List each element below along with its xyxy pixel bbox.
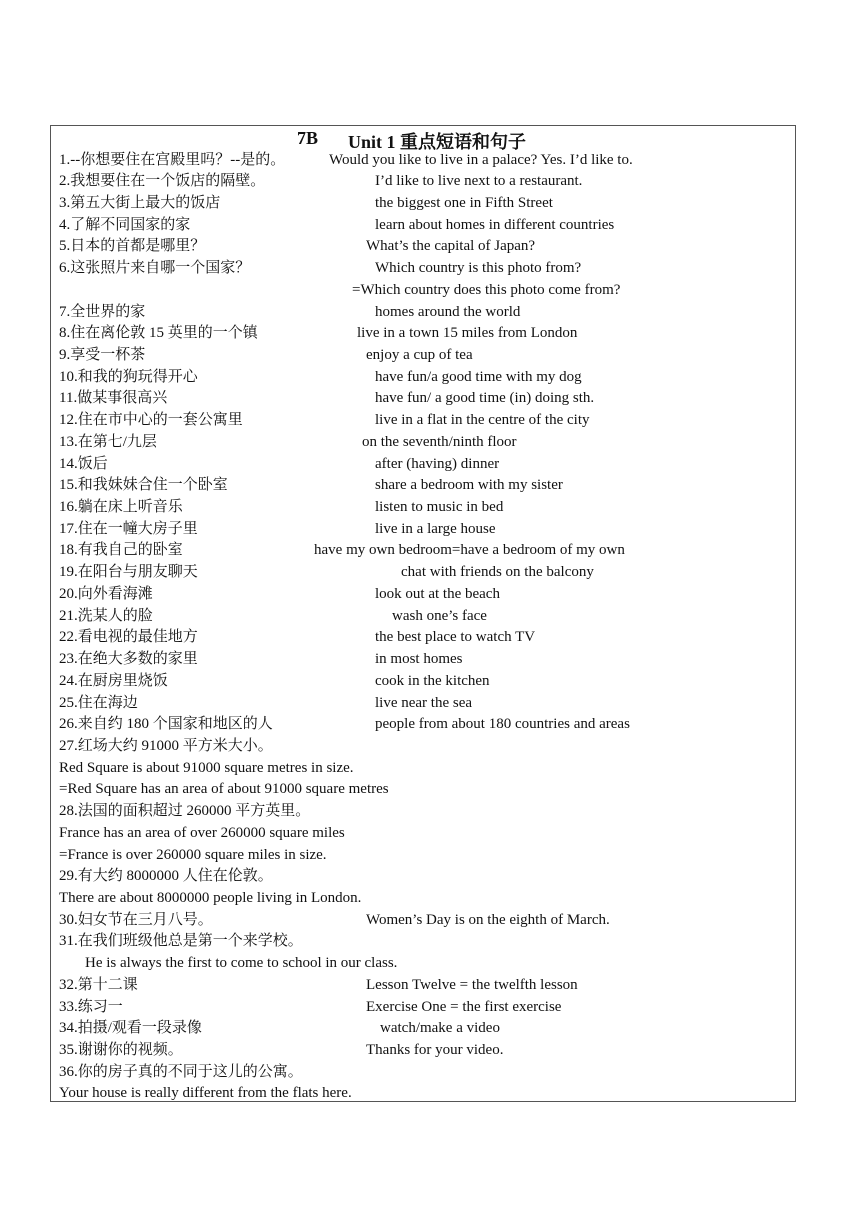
line-text-left: =France is over 260000 square miles in size. <box>59 846 327 863</box>
line-text-left: 20.向外看海滩 <box>59 585 153 602</box>
line-text-right: after (having) dinner <box>375 455 500 472</box>
line-text-right: live in a town 15 miles from London <box>357 325 578 342</box>
line-text-left: 10.和我的狗玩得开心 <box>59 368 198 385</box>
line-text-right: Women’s Day is on the eighth of March. <box>366 911 610 928</box>
phrase-line <box>51 345 795 367</box>
line-text-left: France has an area of over 260000 square miles <box>59 824 345 841</box>
title-code: 7B <box>297 128 319 148</box>
line-text-left: 12.住在市中心的一套公寓里 <box>59 412 243 429</box>
line-text-left: 14.饭后 <box>59 455 108 472</box>
line-text-right: share a bedroom with my sister <box>375 477 563 494</box>
line-text-left: 32.第十二课 <box>59 976 138 993</box>
line-text-right: Thanks for your video. <box>366 1042 504 1059</box>
line-text-left: 35.谢谢你的视频。 <box>59 1042 183 1059</box>
line-text-right: live in a flat in the centre of the city <box>375 412 590 429</box>
phrase-line <box>51 693 795 715</box>
line-text-right: cook in the kitchen <box>375 672 490 689</box>
line-text-left: 5.日本的首都是哪里？ <box>59 238 206 255</box>
line-text-right: homes around the world <box>375 303 521 320</box>
line-text-left: 23.在绝大多数的家里 <box>59 651 198 668</box>
line-text-left: 29.有大约 8000000 人住在伦敦。 <box>59 868 273 885</box>
line-text-right: live near the sea <box>375 694 473 711</box>
line-text-left: 27.红场大约 91000 平方米大小。 <box>59 737 273 754</box>
line-text-left: 8.住在离伦敦 15 英里的一个镇 <box>59 325 258 342</box>
line-text-left: There are about 8000000 people living in London. <box>59 889 362 906</box>
phrase-line <box>51 1062 795 1084</box>
phrase-line <box>51 367 795 389</box>
phrase-line <box>51 410 795 432</box>
phrase-line <box>51 388 795 410</box>
line-text-right: listen to music in bed <box>375 499 504 516</box>
line-text-right: look out at the beach <box>375 585 500 602</box>
line-text-right: have my own bedroom=have a bedroom of my own <box>314 542 625 559</box>
phrase-line <box>51 975 795 997</box>
line-text-right: enjoy a cup of tea <box>366 346 473 363</box>
phrase-line <box>51 540 795 562</box>
line-text-right: chat with friends on the balcony <box>401 564 594 581</box>
phrase-line <box>51 193 795 215</box>
phrase-line <box>51 779 795 801</box>
line-text-right: the biggest one in Fifth Street <box>375 194 553 211</box>
line-text-right: learn about homes in different countries <box>375 216 615 233</box>
line-text-left: 13.在第七/九层 <box>59 433 157 450</box>
line-text-left: 34.拍摄/观看一段录像 <box>59 1020 202 1037</box>
phrase-line <box>51 823 795 845</box>
line-text-left: 3.第五大街上最大的饭店 <box>59 194 221 211</box>
line-text-left: 16.躺在床上听音乐 <box>59 499 183 516</box>
phrase-line <box>51 997 795 1019</box>
line-text-right: on the seventh/ninth floor <box>362 433 517 450</box>
line-text-left: 24.在厨房里烧饭 <box>59 672 168 689</box>
phrase-sheet <box>50 125 796 1102</box>
line-text-left: 9.享受一杯茶 <box>59 346 146 363</box>
line-text-right: Would you like to live in a palace? Yes. I’d like to. <box>329 151 633 168</box>
line-text-left: 4.了解不同国家的家 <box>59 216 191 233</box>
phrase-line <box>51 150 795 172</box>
phrase-line <box>51 302 795 324</box>
phrase-line <box>51 475 795 497</box>
line-text-right: He is always the first to come to school in our class. <box>85 955 398 972</box>
line-text-left: 36.你的房子真的不同于这儿的公寓。 <box>59 1063 303 1080</box>
line-text-right: Exercise One = the first exercise <box>366 998 562 1015</box>
phrase-line <box>51 171 795 193</box>
line-text-left: 19.在阳台与朋友聊天 <box>59 564 198 581</box>
line-text-left: 31.在我们班级他总是第一个来学校。 <box>59 933 303 950</box>
line-text-right: wash one’s face <box>392 607 487 624</box>
line-text-right: have fun/ a good time (in) doing sth. <box>375 390 595 407</box>
line-text-right: in most homes <box>375 651 463 668</box>
line-text-left: Red Square is about 91000 square metres in size. <box>59 759 354 776</box>
line-text-right: =Which country does this photo come from? <box>352 281 621 298</box>
line-text-left: 21.洗某人的脸 <box>59 607 153 624</box>
phrase-line <box>51 323 795 345</box>
phrase-line <box>51 931 795 953</box>
phrase-line <box>51 714 795 736</box>
phrase-line <box>51 215 795 237</box>
line-text-left: 28.法国的面积超过 260000 平方英里。 <box>59 803 311 820</box>
line-text-left: 30.妇女节在三月八号。 <box>59 911 213 928</box>
line-text-right: What’s the capital of Japan? <box>366 238 536 255</box>
line-text-left: Your house is really different from the flats here. <box>59 1085 352 1102</box>
phrase-line <box>51 1018 795 1040</box>
line-text-left: 25.住在海边 <box>59 694 138 711</box>
line-text-right: people from about 180 countries and areas <box>375 716 630 733</box>
phrase-line <box>51 606 795 628</box>
phrase-line <box>51 758 795 780</box>
phrase-line <box>51 497 795 519</box>
line-text-left: 15.和我妹妹合住一个卧室 <box>59 477 228 494</box>
title-unit: Unit 1 重点短语和句子 <box>348 132 527 152</box>
phrase-line <box>51 258 795 280</box>
line-text-left: 22.看电视的最佳地方 <box>59 629 198 646</box>
phrase-line <box>51 584 795 606</box>
line-text-right: watch/make a video <box>380 1020 500 1037</box>
phrase-line <box>51 953 795 975</box>
line-text-left: 26.来自约 180 个国家和地区的人 <box>59 716 273 733</box>
phrase-line <box>51 736 795 758</box>
phrase-line <box>51 1083 795 1105</box>
phrase-line <box>51 801 795 823</box>
line-text-left: 6.这张照片来自哪一个国家？ <box>59 260 251 277</box>
line-text-left: =Red Square has an area of about 91000 square metres <box>59 781 389 798</box>
line-text-right: live in a large house <box>375 520 496 537</box>
page-title <box>51 128 795 150</box>
line-text-right: I’d like to live next to a restaurant. <box>375 173 583 190</box>
line-text-right: Which country is this photo from? <box>375 260 582 277</box>
line-text-left: 1.--你想要住在宫殿里吗？--是的。 <box>59 151 286 168</box>
phrase-line <box>51 562 795 584</box>
phrase-line <box>51 649 795 671</box>
phrase-line <box>51 845 795 867</box>
line-text-left: 18.有我自己的卧室 <box>59 542 183 559</box>
phrase-line <box>51 627 795 649</box>
phrase-line <box>51 236 795 258</box>
phrase-line <box>51 454 795 476</box>
phrase-line <box>51 910 795 932</box>
phrase-line <box>51 432 795 454</box>
line-text-left: 11.做某事很高兴 <box>59 390 168 407</box>
line-text-left: 2.我想要住在一个饭店的隔壁。 <box>59 173 266 190</box>
line-text-right: the best place to watch TV <box>375 629 536 646</box>
phrase-line <box>51 1040 795 1062</box>
phrase-line <box>51 280 795 302</box>
phrase-line <box>51 519 795 541</box>
phrase-line <box>51 888 795 910</box>
phrase-line <box>51 671 795 693</box>
line-text-right: have fun/a good time with my dog <box>375 368 582 385</box>
line-text-right: Lesson Twelve = the twelfth lesson <box>366 976 578 993</box>
line-text-left: 17.住在一幢大房子里 <box>59 520 198 537</box>
line-text-left: 7.全世界的家 <box>59 303 146 320</box>
line-text-left: 33.练习一 <box>59 998 123 1015</box>
phrase-line <box>51 866 795 888</box>
